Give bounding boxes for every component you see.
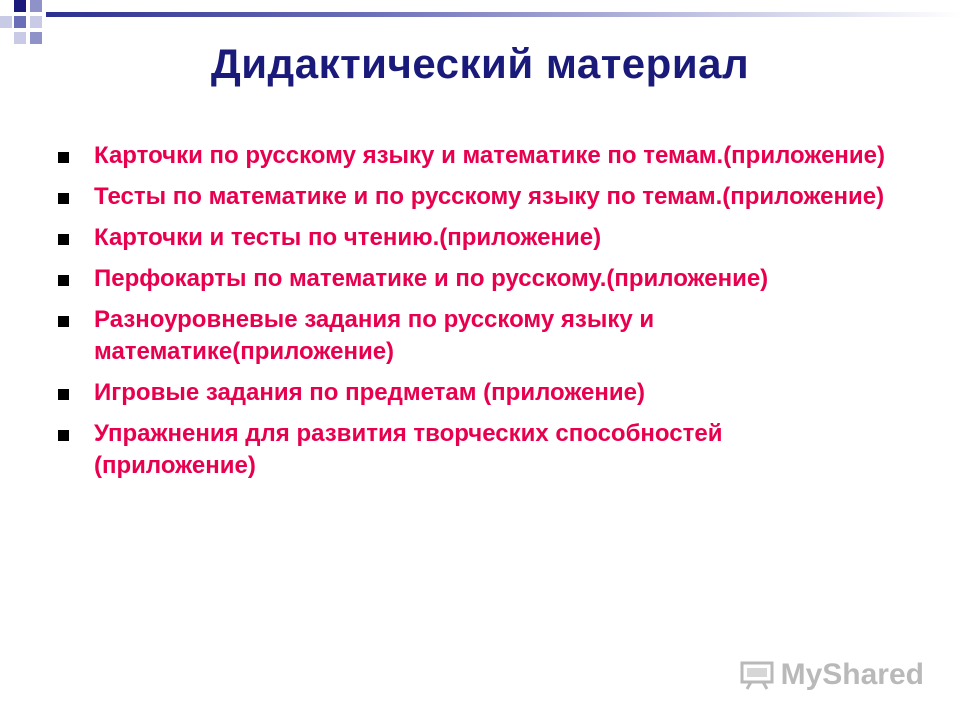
deco-square — [0, 16, 12, 28]
deco-square — [30, 16, 42, 28]
bullet-list — [58, 140, 888, 491]
myshared-watermark[interactable] — [739, 658, 924, 692]
square-bullet-icon — [58, 430, 69, 441]
square-bullet-icon — [58, 193, 69, 204]
deco-square — [14, 16, 26, 28]
slide-title: Дидактический материал — [210, 40, 750, 87]
list-item-text: Тесты по математике и по русскому языку по темам.(приложение) — [94, 183, 885, 210]
list-item-text: Игровые задания по предметам (приложение) — [94, 379, 645, 406]
deco-gradient-line — [46, 12, 960, 17]
square-bullet-icon — [58, 234, 69, 245]
list-item — [58, 418, 888, 482]
deco-square — [14, 0, 26, 12]
square-bullet-icon — [58, 389, 69, 400]
square-bullet-icon — [58, 152, 69, 163]
list-item-text: Разноуровневые задания по русскому языку и математике(приложение) — [94, 306, 655, 365]
watermark-text: MyShared — [780, 658, 924, 691]
list-item — [58, 181, 888, 213]
list-item-text: Карточки и тесты по чтению.(приложение) — [94, 224, 602, 251]
list-item-text: Карточки по русскому языку и математике по темам.(приложение) — [94, 142, 886, 169]
deco-square — [30, 0, 42, 12]
list-item-text: Перфокарты по математике и по русскому.(приложение) — [94, 265, 769, 292]
list-item — [58, 304, 888, 368]
list-item — [58, 140, 888, 172]
list-item — [58, 377, 888, 409]
square-bullet-icon — [58, 316, 69, 327]
presentation-board-icon — [739, 660, 775, 690]
square-bullet-icon — [58, 275, 69, 286]
list-item — [58, 263, 888, 295]
list-item — [58, 222, 888, 254]
list-item-text: Упражнения для развития творческих способностей (приложение) — [94, 420, 723, 479]
